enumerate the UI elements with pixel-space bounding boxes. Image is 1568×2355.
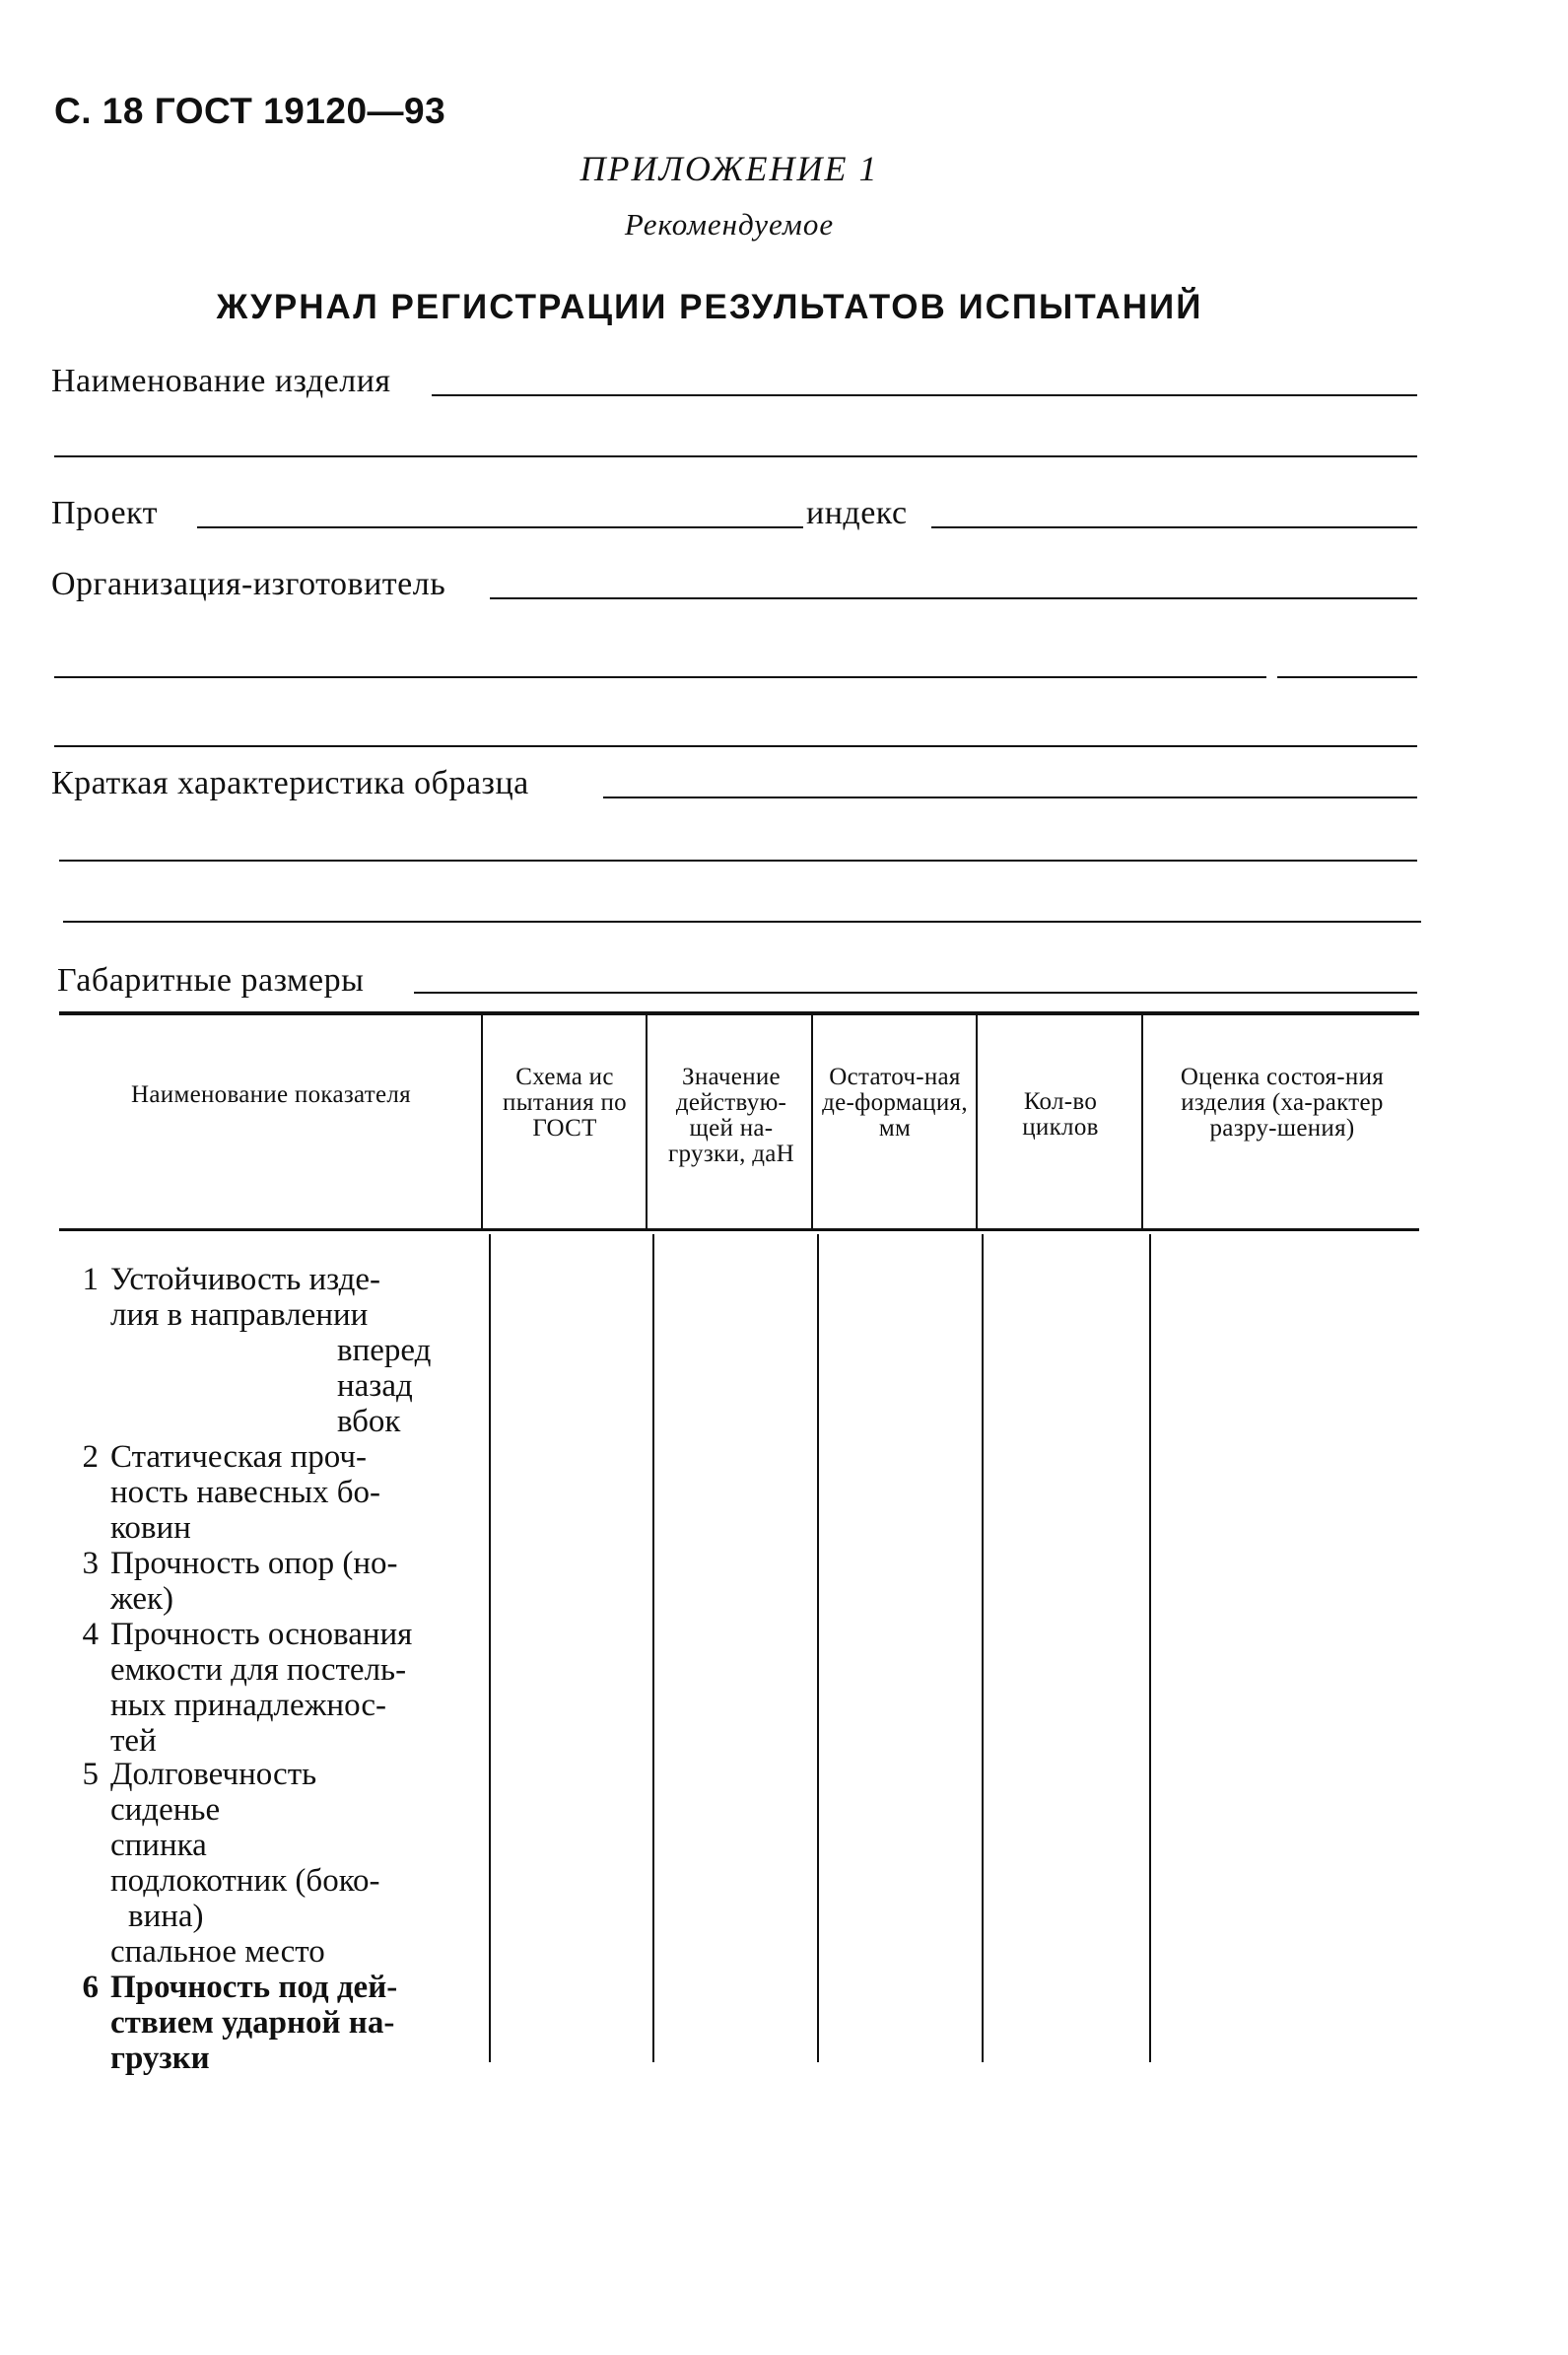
product-name-label: Наименование изделия <box>51 363 391 399</box>
sample-summary-line-3[interactable] <box>63 921 1421 923</box>
row-text: лия в направлении <box>110 1297 369 1333</box>
manufacturer-line-3[interactable] <box>54 745 1417 747</box>
table-row <box>59 1262 493 1439</box>
sample-summary-line-2[interactable] <box>59 860 1417 862</box>
table-divider <box>646 1015 648 1230</box>
column-header: Значение действую-щей на-грузки, даН <box>668 1064 794 1167</box>
row-number: 2 <box>82 1439 99 1475</box>
appendix-status: Рекомендуемое <box>624 207 835 242</box>
column-header: Остаточ-ная де-формация, мм <box>822 1064 968 1142</box>
row-number: 4 <box>82 1617 99 1652</box>
document-title: ЖУРНАЛ РЕГИСТРАЦИИ РЕЗУЛЬТАТОВ ИСПЫТАНИЙ <box>216 288 1203 326</box>
dimensions-label: Габаритные размеры <box>57 962 365 999</box>
table-divider <box>1141 1015 1143 1230</box>
row-text: ность навесных бо- <box>110 1475 381 1510</box>
row-text: Устойчивость изде- <box>110 1262 381 1297</box>
column-header: Оценка состоя-ния изделия (ха-рактер разру-шения) <box>1180 1064 1385 1142</box>
row-text: жек) <box>110 1581 174 1617</box>
manufacturer-line[interactable] <box>490 597 1417 599</box>
row-text: Прочность под дей- <box>110 1970 398 2005</box>
row-number: 5 <box>82 1757 99 1792</box>
row-text: сиденье <box>110 1792 221 1828</box>
row-number: 1 <box>82 1262 99 1297</box>
row-number: 3 <box>82 1546 99 1581</box>
page-header: С. 18 ГОСТ 19120—93 <box>54 91 446 131</box>
sample-summary-label: Краткая характеристика образца <box>51 765 529 801</box>
row-text: грузки <box>110 2041 210 2076</box>
dimensions-line[interactable] <box>414 992 1417 994</box>
appendix-label: ПРИЛОЖЕНИЕ 1 <box>579 149 879 188</box>
row-text: ных принадлежнос- <box>110 1688 387 1723</box>
row-text: Прочность опор (но- <box>110 1546 398 1581</box>
table-divider <box>811 1015 813 1230</box>
row-text: Статическая проч- <box>110 1439 367 1475</box>
row-number: 6 <box>82 1970 99 2005</box>
row-subitem: вбок <box>337 1404 401 1439</box>
manufacturer-label: Организация-изготовитель <box>51 566 446 602</box>
sample-summary-line[interactable] <box>603 797 1417 798</box>
row-text: емкости для постель- <box>110 1652 407 1688</box>
row-text: вина) <box>128 1899 204 1934</box>
row-text: спинка <box>110 1828 207 1863</box>
row-subitem: назад <box>337 1368 413 1404</box>
row-text: Прочность основания <box>110 1617 413 1652</box>
row-text: ствием ударной на- <box>110 2005 395 2041</box>
row-subitem: вперед <box>337 1333 432 1368</box>
manufacturer-line-2b[interactable] <box>1277 676 1417 678</box>
product-name-line[interactable] <box>432 394 1417 396</box>
column-header: Кол-во циклов <box>1022 1088 1099 1141</box>
project-label: Проект <box>51 495 158 531</box>
index-label: индекс <box>806 495 908 531</box>
row-text: подлокотник (боко- <box>110 1863 380 1899</box>
table-divider <box>817 1234 819 2062</box>
column-header: Схема ис пытания по ГОСТ <box>503 1064 627 1142</box>
row-text: спальное место <box>110 1934 325 1970</box>
table-divider <box>1149 1234 1151 2062</box>
table-divider <box>982 1234 984 2062</box>
table-divider <box>481 1015 483 1230</box>
manufacturer-line-2a[interactable] <box>54 676 1266 678</box>
row-text: Долговечность <box>110 1757 317 1792</box>
product-name-line-2[interactable] <box>54 455 1417 457</box>
index-line[interactable] <box>931 526 1417 528</box>
table-divider <box>976 1015 978 1230</box>
row-text: тей <box>110 1723 157 1759</box>
table-divider <box>652 1234 654 2062</box>
column-header: Наименование показателя <box>131 1081 411 1108</box>
row-text: ковин <box>110 1510 191 1546</box>
table-header-rule <box>59 1228 1419 1231</box>
table-top-rule <box>59 1011 1419 1015</box>
project-line[interactable] <box>197 526 803 528</box>
